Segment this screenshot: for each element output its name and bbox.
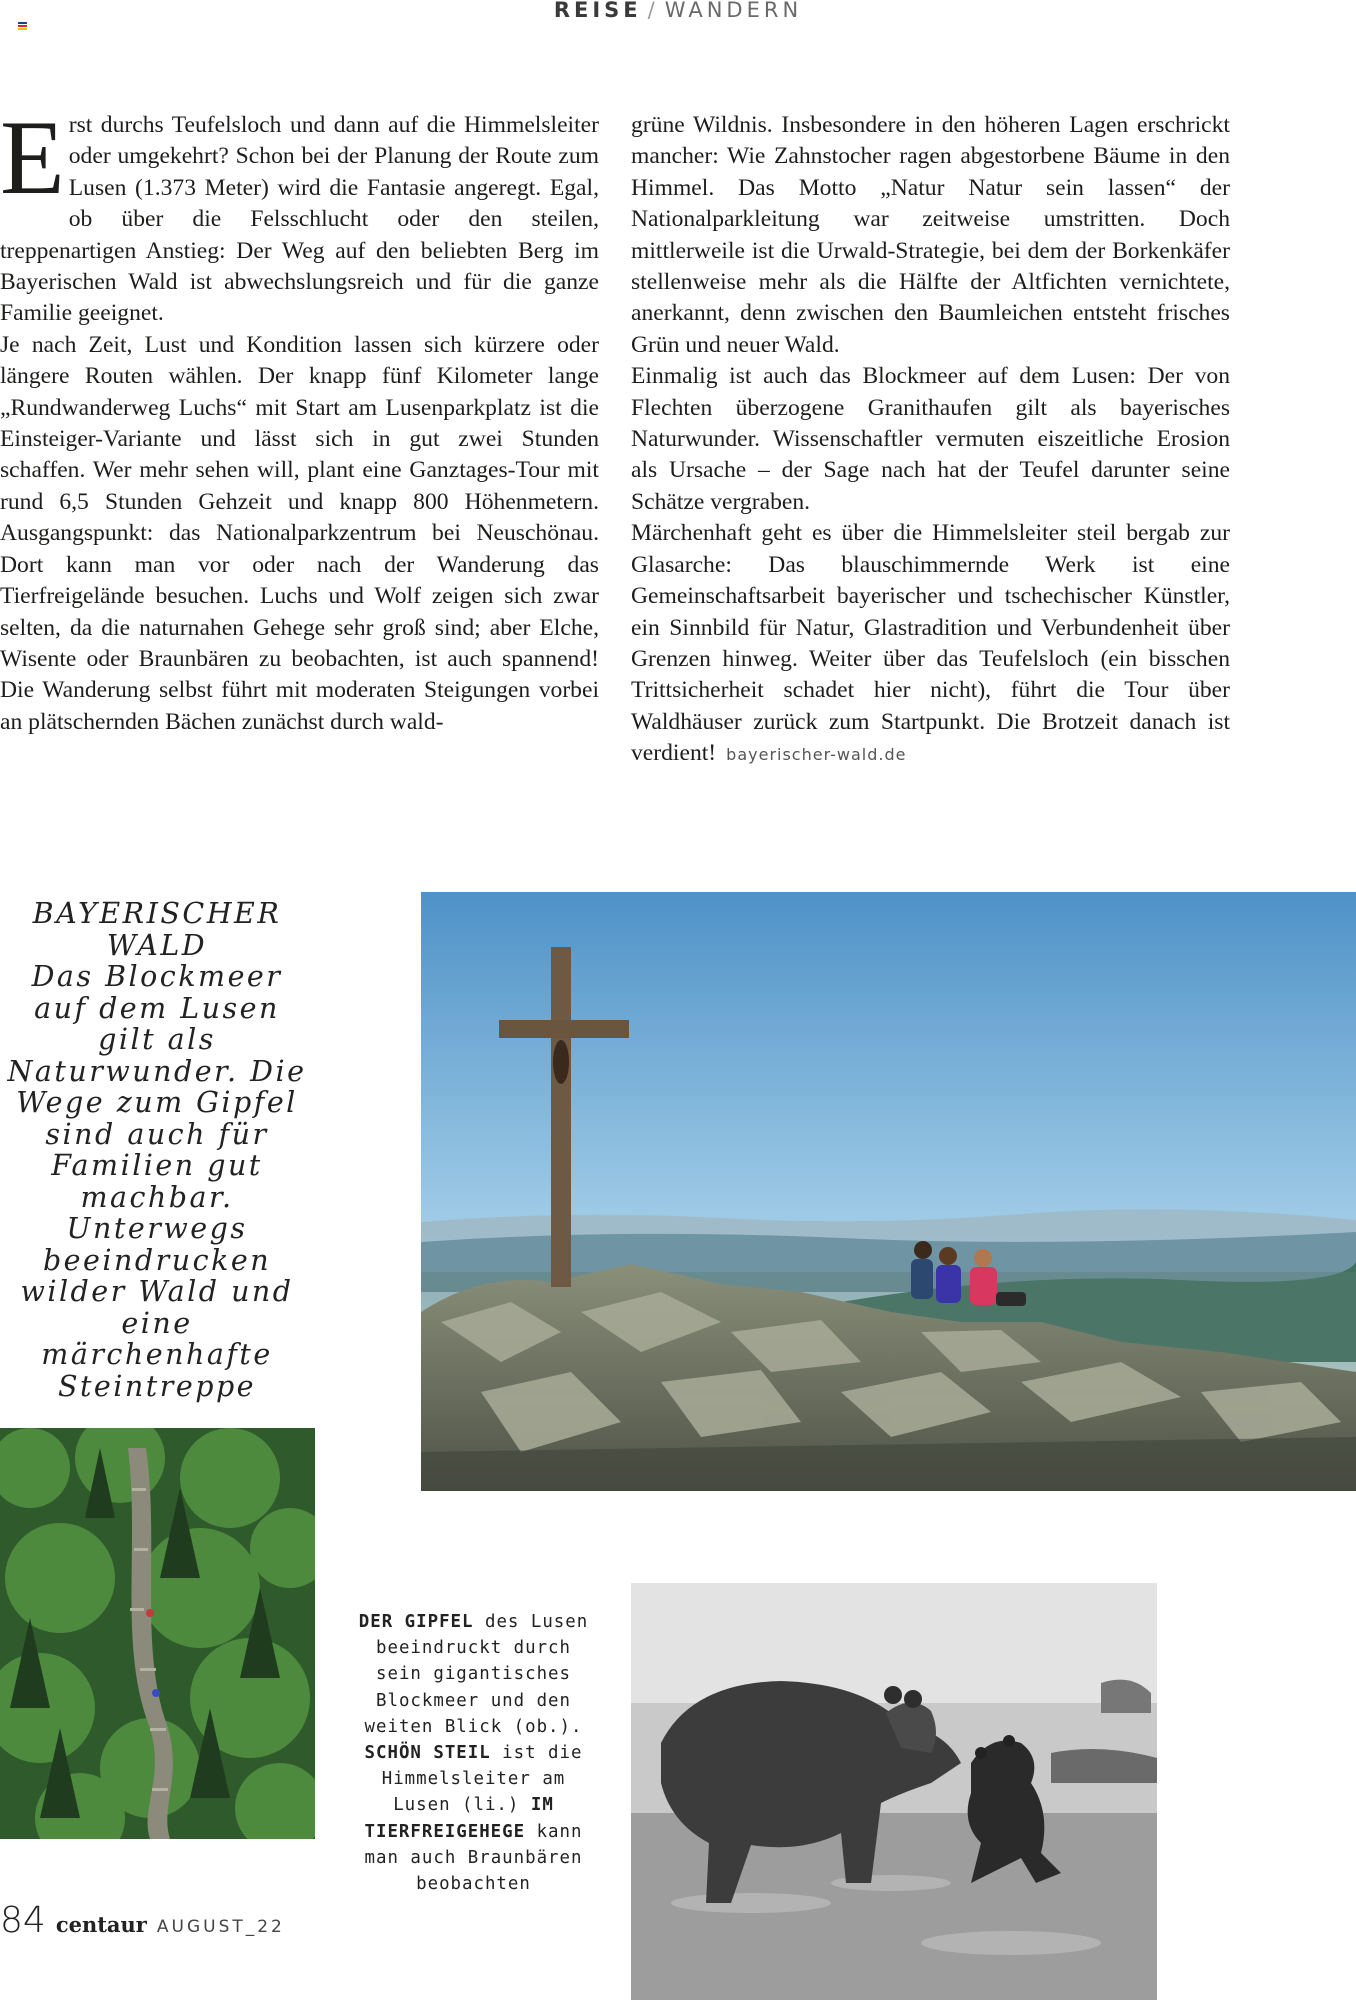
caption-keyword: DER GIPFEL: [358, 1612, 474, 1632]
article-paragraph: [0, 99, 599, 330]
flag-stripe: [18, 28, 27, 30]
paragraph-text: Märchenhaft geht es über die Himmelsleiter steil bergab zur Glasarche: Das blauschimmernde Werk ist eine Gemeinschaftsarbeit bayerischer und tschechischer Künstler, ein Sinnbild für Natur, Glastradition und Verbundenheit über Grenzen hinweg. Weiter über das Teufelsloch (ein bisschen Trittsicherheit schadet hier nicht), führt die Tour über Waldhäuser zurück zum Startpunkt. Die Brotzeit danach ist verdient!: [631, 520, 1230, 767]
caption-keyword: SCHÖN STEIL: [364, 1743, 491, 1764]
flag-stripe: [18, 22, 27, 24]
caption-text: kann man auch Braunbären beobachten: [364, 1821, 583, 1895]
article-column-2: [631, 110, 1230, 771]
flag-stripe: [18, 25, 27, 27]
pull-quote-heading: BAYERISCHER WALD: [32, 897, 282, 962]
summit-photo: [421, 892, 1356, 1491]
page-footer: [0, 1900, 285, 1950]
website-link[interactable]: bayerischer-wald.de: [726, 745, 907, 765]
issue-label: AUGUST_22: [156, 1917, 285, 1937]
article-paragraph: [631, 518, 1230, 770]
caption-keyword: IM TIERFREIGEHEGE: [364, 1795, 554, 1842]
stairs-photo: [0, 1428, 315, 1839]
article-paragraph: Je nach Zeit, Lust und Kondition lassen sich kürzere oder längere Routen wählen. Der knapp fünf Kilometer lange „Rundwanderweg Luchs“ mit Start am Lusenparkplatz ist die Einsteiger-Variante und lässt sich in gut zwei Stunden schaffen. Wer mehr sehen will, plant eine Ganztages-Tour mit rund 6,5 Stunden Gehzeit und knapp 800 Höhenmetern. Ausgangspunkt: das Nationalparkzentrum bei Neuschönau. Dort kann man vor oder nach der Wanderung das Tierfreigelände besuchen. Luchs und Wolf zeigen sich zwar selten, da die naturnahen Gehege sehr groß sind; aber Elche, Wisente oder Braunbären zu beobachten, ist auch spannend! Die Wanderung selbst führt mit moderaten Steigungen vorbei an plätschernden Bächen zunächst durch wald-: [0, 331, 599, 735]
subsection-label: WANDERN: [664, 0, 803, 22]
article-paragraph: grüne Wildnis. Insbesondere in den höheren Lagen erschrickt mancher: Wie Zahnstocher ragen abgestorbene Bäume in den Himmel. Das Motto „Natur Natur sein lassen“ der Nationalparkleitung war zeitweise umstritten. Doch mittlerweile ist die Urwald-Strategie, bei dem der Borkenkäfer stellenweise mehr als die Hälfte der Altfichten vernichtete, anerkannt, denn zwischen den Baumleichen entsteht frisches Grün und neuer Wald.: [631, 112, 1230, 358]
bears-photo: [631, 1583, 1157, 2000]
magazine-name: centaur: [55, 1912, 147, 1937]
drop-cap: E: [0, 99, 65, 216]
photo-caption: [350, 1609, 597, 1897]
flag-icon: [18, 22, 27, 30]
caption-text: ist die Himmelsleiter am Lusen (li.): [381, 1743, 583, 1816]
article-paragraph: Einmalig ist auch das Blockmeer auf dem Lusen: Der von Flechten überzogene Granithaufen gilt als bayerisches Naturwunder. Wissenschaftler vermuten eiszeitliche Erosion als Ursache – der Sage nach hat der Teufel darunter seine Schätze vergraben.: [631, 363, 1230, 515]
page-number: 84: [0, 1900, 46, 1941]
section-separator: /: [647, 0, 659, 22]
pull-quote: [0, 898, 314, 1402]
article-column-1: [0, 99, 599, 738]
running-head: [0, 0, 1356, 22]
pull-quote-text: Das Blockmeer auf dem Lusen gilt als Naturwunder. Die Wege zum Gipfel sind auch für Familien gut machbar. Unterwegs beeindrucken wilder Wald und eine märchenhafte Steintreppe: [7, 960, 307, 1403]
paragraph-text: rst durchs Teufelsloch und dann auf die Himmelsleiter oder umgekehrt? Schon bei der Planung der Route zum Lusen (1.373 Meter) wird die Fantasie angeregt. Egal, ob über die Felsschlucht oder den steilen, treppenartigen Anstieg: Der Weg auf den beliebten Berg im Bayerischen Wald ist abwechslungsreich und für die ganze Familie geeignet.: [0, 112, 599, 327]
section-label: REISE: [553, 0, 642, 22]
caption-text: des Lusen beeindruckt durch sein gigantisches Blockmeer und den weiten Blick (ob.).: [364, 1612, 589, 1737]
